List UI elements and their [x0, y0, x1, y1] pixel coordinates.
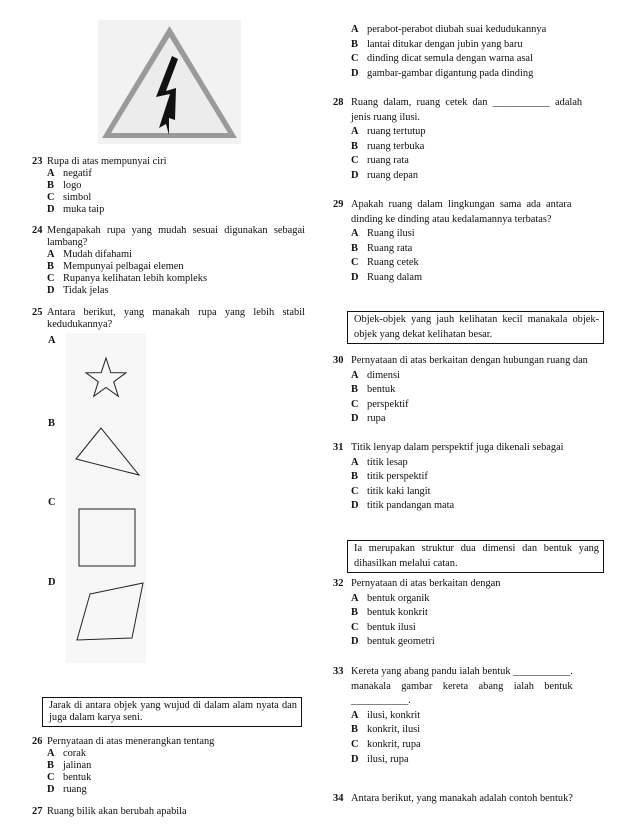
- question-24: 24 Mengapakah rupa yang mudah sesuai digunakan sebagai lambang? A Mudah difahami B Mempunyai pelbagai elemen C Rupanya kelihatan lebih kompleks D Tidak jelas: [32, 225, 305, 296]
- option-a: A ruang tertutup: [351, 126, 426, 138]
- option-a: A bentuk organik: [351, 592, 430, 604]
- question-text-line-1: Ruang dalam, ruang cetek dan ___________ adalah: [351, 97, 583, 108]
- high-voltage-icon: [98, 20, 241, 144]
- option-c: C titik kaki langit: [351, 485, 431, 497]
- question-26: 26 Pernyataan di atas menerangkan tentang A corak B jalinan C bentuk D ruang: [32, 736, 215, 795]
- square-shape: [79, 509, 135, 566]
- shape-label-c: C: [48, 497, 56, 508]
- option-c: C bentuk ilusi: [351, 621, 416, 633]
- option-d: D gambar-gambar digantung pada dinding: [351, 67, 534, 79]
- question-33: 33 Kereta yang abang pandu ialah bentuk ___________. manakala gambar kereta abang ialah bentuk ___________. A ilusi, konkrit B konkrit, ilusi C konkrit, rupa D ilusi, rupa: [333, 665, 613, 767]
- option-b: B ruang terbuka: [351, 140, 425, 152]
- option-c: C simbol: [47, 192, 92, 203]
- question-text-line-1: Apakah ruang dalam lingkungan sama ada antara: [351, 199, 572, 210]
- option-d: D titik pandangan mata: [351, 500, 455, 512]
- option-d: D Ruang dalam: [351, 271, 423, 283]
- option-c: C ruang rata: [351, 155, 409, 167]
- question-text: Pernyataan di atas menerangkan tentang: [47, 736, 215, 747]
- question-text: Antara berikut, yang manakah rupa yang lebih stabil kedudukannya?: [47, 307, 305, 330]
- option-a: A negatif: [47, 168, 92, 179]
- question-25: 25 Antara berikut, yang manakah rupa yang lebih stabil kedudukannya?: [32, 307, 305, 330]
- question-32: 32 Pernyataan di atas berkaitan dengan A bentuk organik B bentuk konkrit C bentuk ilusi D bentuk geometri: [333, 577, 500, 650]
- shape-options: [66, 333, 146, 663]
- option-c: C konkrit, rupa: [351, 738, 421, 750]
- question-text: Mengapakah rupa yang mudah sesuai digunakan sebagai lambang?: [47, 225, 305, 248]
- option-a: A Mudah difahami: [47, 249, 132, 260]
- question-28: 28 Ruang dalam, ruang cetek dan ___________ adalah jenis ruang ilusi. A ruang tertutup B ruang terbuka C ruang rata D ruang depan: [333, 96, 613, 184]
- warning-sign-image: [98, 20, 241, 144]
- question-text: Antara berikut, yang manakah adalah contoh bentuk?: [351, 793, 573, 804]
- option-b: B titik perspektif: [351, 471, 428, 483]
- shape-label-b: B: [48, 418, 55, 429]
- statement-box-2: Objek-objek yang jauh kelihatan kecil manakala objek-objek yang dekat kelihatan besar.: [347, 311, 604, 344]
- option-a: A ilusi, konkrit: [351, 709, 421, 721]
- question-34: 34 Antara berikut, yang manakah adalah contoh bentuk?: [333, 793, 573, 804]
- statement-box-1: Jarak di antara objek yang wujud di dalam alam nyata dan juga dalam karya seni.: [42, 697, 302, 727]
- question-29: 29 Apakah ruang dalam lingkungan sama ada antara dinding ke dinding atau kedalamannya terbatas? A Ruang ilusi B Ruang rata C Ruang cetek D Ruang dalam: [333, 198, 613, 286]
- option-d: D Tidak jelas: [47, 285, 109, 296]
- option-d: D ruang depan: [351, 169, 419, 181]
- question-text: Pernyataan di atas berkaitan dengan hubungan ruang dan: [351, 355, 588, 366]
- option-c: C Ruang cetek: [351, 257, 419, 269]
- quadrilateral-shape: [77, 583, 143, 640]
- option-d: D muka taip: [47, 204, 105, 215]
- question-27-options: [351, 23, 546, 81]
- option-b: B konkrit, ilusi: [351, 724, 421, 736]
- option-b: B Ruang rata: [351, 242, 413, 254]
- option-b: B lantai ditukar dengan jubin yang baru: [351, 38, 523, 50]
- option-c: C Rupanya kelihatan lebih kompleks: [47, 273, 207, 284]
- question-text-line-2: manakala gambar kereta abang ialah bentuk: [351, 680, 573, 692]
- option-a: A corak: [47, 748, 87, 759]
- question-27: 27 Ruang bilik akan berubah apabila: [32, 806, 187, 817]
- statement-box-3: Ia merupakan struktur dua dimensi dan bentuk yang dihasilkan melalui catan.: [347, 540, 604, 573]
- option-d: D bentuk geometri: [351, 636, 435, 648]
- option-c: C perspektif: [351, 398, 409, 410]
- question-text-line-3: ___________.: [351, 695, 411, 707]
- question-30: 30 Pernyataan di atas berkaitan dengan hubungan ruang dan A dimensi B bentuk C perspektif D rupa: [333, 354, 588, 427]
- question-text: Ruang bilik akan berubah apabila: [47, 806, 187, 817]
- shape-label-a: A: [48, 335, 56, 346]
- option-c: C dinding dicat semula dengan warna asal: [351, 53, 533, 65]
- option-a: A perabot-perabot diubah suai kedudukannya: [351, 24, 547, 35]
- option-a: A Ruang ilusi: [351, 228, 415, 240]
- question-text: Titik lenyap dalam perspektif juga dikenali sebagai: [351, 442, 564, 453]
- question-23: 23 Rupa di atas mempunyai ciri A negatif B logo C simbol D muka taip: [32, 156, 167, 215]
- option-d: D ruang: [47, 784, 87, 795]
- shape-label-d: D: [48, 577, 56, 588]
- option-b: B logo: [47, 180, 82, 191]
- option-a: A dimensi: [351, 369, 400, 381]
- option-b: B bentuk konkrit: [351, 607, 428, 619]
- option-b: B bentuk: [351, 384, 396, 396]
- question-text: Rupa di atas mempunyai ciri: [47, 156, 167, 167]
- option-b: B Mempunyai pelbagai elemen: [47, 261, 184, 272]
- question-31: 31 Titik lenyap dalam perspektif juga dikenali sebagai A titik lesap B titik perspektif C titik kaki langit D titik pandangan mata: [333, 441, 564, 514]
- option-b: B jalinan: [47, 760, 92, 771]
- question-text: Pernyataan di atas berkaitan dengan: [351, 578, 501, 589]
- option-c: C bentuk: [47, 772, 92, 783]
- option-d: D ilusi, rupa: [351, 753, 409, 765]
- question-text-line-1: Kereta yang abang pandu ialah bentuk ___________.: [351, 666, 573, 677]
- option-d: D rupa: [351, 413, 386, 425]
- star-shape: [86, 358, 126, 396]
- question-text-line-2: jenis ruang ilusi.: [351, 111, 420, 123]
- option-a: A titik lesap: [351, 456, 408, 468]
- triangle-shape: [76, 428, 139, 475]
- question-text-line-2: dinding ke dinding atau kedalamannya terbatas?: [351, 213, 552, 225]
